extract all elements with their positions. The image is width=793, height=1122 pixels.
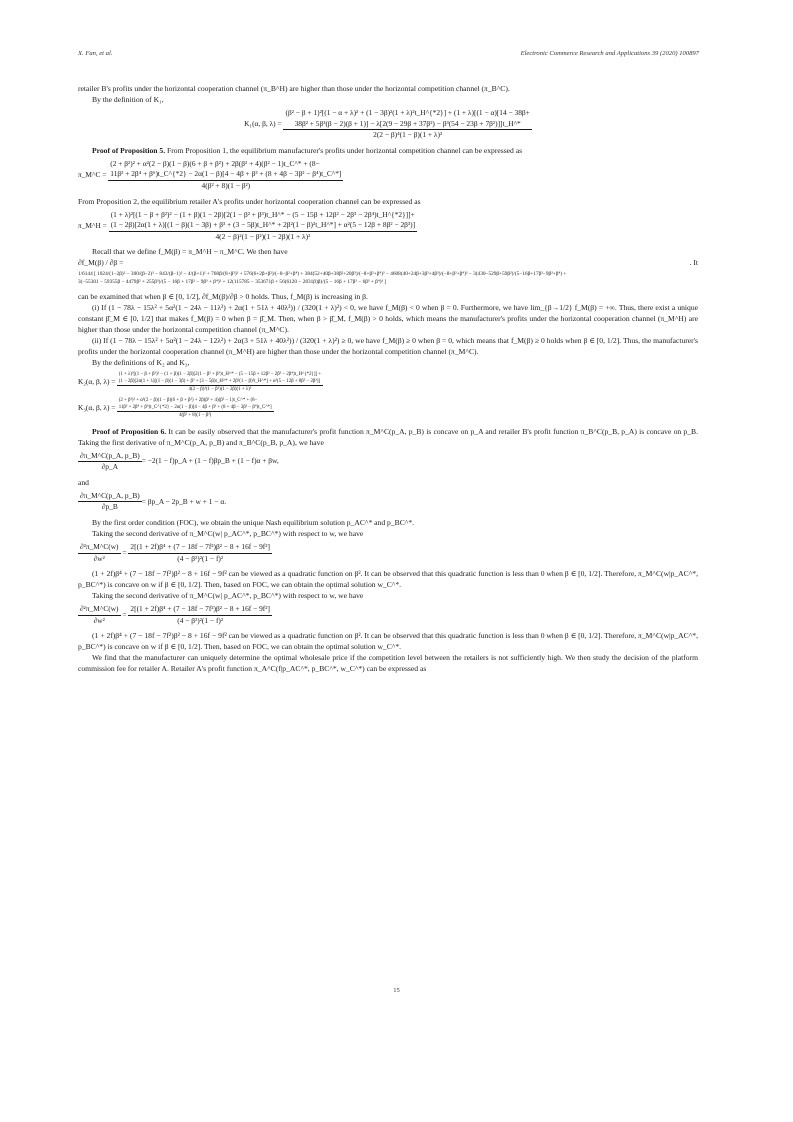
proof-prop5-text: From Proposition 1, the equilibrium manufacturer's profits under horizontal competition channel can be expressed as [165, 145, 523, 155]
equation-k1-lhs: K₁(α, β, λ) = [244, 119, 282, 129]
foc-text: By the first order condition (FOC), we obtain the unique Nash equilibrium solution p_AC^* and p_BC^*. [92, 517, 415, 527]
page-number: 15 [393, 987, 400, 994]
quadratic-text-2: (1 + 2f)β⁴ + (7 − 18f − 7f²)β² − 8 + 16f − 9f² can be viewed as a quadratic function on β². It can be observed that this quadratic function is less than 0 when β ∈ [0, 1/2]. Therefore, π_M^C(w|p_AC^*, p_BC^*) is concave on w if β ∈ [0, 1/2]. Then, based on FOC, we can obtain the optimal solution w_C^*. [78, 631, 698, 652]
equation-d2-rhs: = βp_A − 2p_B + w + 1 − α. [141, 496, 227, 506]
equation-k2-num-line2: (1 − 2β)[2α(1 + λ)[(1 − β)(1 − 3β) + β³ + (3 − 5β)t_H^* + 2β²(1 − β)²t_H^*] + α²(5 − 12β + 8β² − 2β³)] [118, 378, 321, 384]
equation-s1-lhs-num: ∂²π_M^C(w) [78, 542, 121, 554]
equation-pi-m-h-numerator [109, 210, 417, 232]
equation-k3 [78, 397, 698, 419]
equation-k2-fraction [117, 371, 323, 393]
equation-pi-m-h-num-line1: (1 + λ)²[(1 − β + β²)² − (1 + β)(1 − 2β)[2(1 − β² + β³)t_H^* − (5 − 15β + 12β² − 2β³ − 2β⁴)t_H^{*2}]]+ [110, 209, 415, 219]
derivative-row [78, 257, 698, 268]
quadratic-text-1: (1 + 2f)β⁴ + (7 − 18f − 7f²)β² − 8 + 16f − 9f² can be viewed as a quadratic function on β². It can be observed that this quadratic function is less than 0 when β ∈ [0, 1/2]. Therefore, π_M^C(w|p_AC^*, p_BC^*) is concave on w if β ∈ [0, 1/2]. Then, based on FOC, we can obtain the optimal solution w_C^*. [78, 569, 698, 590]
examined-text: can be examined that when β ∈ [0, 1/2], ∂f_M(β)/∂β > 0 holds. Thus, f_M(β) is increasing in β. [78, 291, 368, 301]
proof-prop5-label: Proof of Proposition 5. [92, 145, 166, 155]
equation-k3-lhs: K₃(α, β, λ) = [78, 403, 116, 413]
equation-d1-lhs [78, 451, 142, 473]
equation-pi-m-c-numerator [108, 159, 343, 181]
equation-k3-denominator: 4(β² + 8)(1 − β²) [179, 412, 212, 418]
equation-pi-m-h-num-line2: (1 − 2β)[2α(1 + λ)[(1 − β)(1 − 3β) + β³ + (3 − 5β)t_H^* + 2β²(1 − β)²t_H^*] + α²(5 − 12β + 8β² − 2β³)] [110, 220, 416, 230]
equation-k1-numerator [283, 108, 531, 130]
proof-prop5-paragraph [78, 145, 698, 156]
equation-d2-denominator: ∂p_B [101, 502, 118, 512]
proof-prop6-text: It can be easily observed that the manufacturer's profit function π_M^C(p_A, p_B) is concave on p_A and retailer B's profit function π_B^C(p_B, p_A) is concave on p_B. Taking the first derivative of π_M^C(p_A, p_B) and π_B^C(p_B, p_A), we have [78, 426, 698, 447]
recall-text: Recall that we define f_M(β) = π_M^H − π_M^C. We then have [92, 247, 288, 257]
equation-d2-lhs [78, 491, 142, 513]
second-derivative-text-1: Taking the second derivative of π_M^C(w| p_AC^*, p_BC^*) with respect to w, we have [92, 528, 364, 538]
equation-k1-fraction [283, 108, 531, 141]
equation-s1-rhs [128, 542, 272, 564]
equation-pi-m-h-lhs: π_M^H = [78, 220, 107, 230]
equation-s2-equals: = [122, 609, 127, 619]
running-header-journal: Electronic Commerce Research and Applications 39 (2020) 100897 [520, 50, 699, 57]
equation-k1-denominator: 2(2 − β)⁴(1 − β)(1 + λ)² [373, 130, 443, 140]
main-text [78, 83, 698, 674]
and-text: and [78, 477, 89, 487]
equation-pi-m-c-num-line1: (2 + β²)² + α²(2 − β)(1 − β)(6 + β + β²) + 2β(β² + 4)(β² − 1)t_C^* + (8− [110, 158, 320, 168]
equation-second-derivative-1 [78, 542, 698, 564]
equation-k1-num-line2: 38β² + 5β³(β − 2)(β + 1)] − λ[2(9 − 29β + 37β²) − β³(54 − 23β + 7β²)]]t_H^* [294, 118, 521, 128]
equation-d1-denominator: ∂p_A [101, 462, 119, 472]
equation-pi-m-c-lhs: π_M^C = [78, 169, 107, 179]
equation-k2-lhs: K₂(α, β, λ) = [78, 377, 116, 387]
equation-long-line2: 3(−55301 − 59355β − 4479β² + 255β³)/(5 − 16β + 17β² − 9β³ + β⁴)² + 12(115785 − 353671β + 56(6120 − 2831β)β)/(5 − 16β + 17β² − 6β³ + β⁴)³ ] [78, 278, 387, 285]
equation-s1-rhs-den: (4 − β²)²(1 − f)² [177, 553, 224, 563]
equation-first-derivative-a [78, 451, 698, 473]
equation-s1-equals: = [122, 547, 127, 557]
equation-pi-m-h-denominator: 4(2 − β)²(1 − β²)(1 − 2β)(1 + λ)² [215, 231, 311, 241]
equation-k3-numerator [117, 397, 274, 412]
equation-k2 [78, 371, 698, 393]
equation-s1-rhs-num: 2[(1 + 2f)β⁴ + (7 − 18f − 7f²)β² − 8 + 16f − 9f²] [128, 542, 272, 554]
equation-k1 [78, 108, 698, 141]
second-derivative-text-2: Taking the second derivative of π_M^C(w| p_AC^*, p_BC^*) with respect to w, we have [92, 591, 364, 601]
equation-s2-rhs-num: 2[(1 + 2f)β⁴ + (7 − 18f − 7f²)β² − 8 + 16f − 9f²] [128, 604, 272, 616]
equation-pi-m-c-fraction [108, 159, 343, 192]
equation-pi-m-c [78, 159, 698, 192]
derivative-it: . It [689, 258, 698, 268]
equation-long-derivative [78, 271, 698, 286]
equation-k2-numerator [117, 371, 323, 386]
derivative-lhs: ∂f_M(β) / ∂β = [78, 258, 124, 268]
equation-pi-m-c-num-line2: 11β² + 2β⁴ + β⁶)t_C^{*2} − 2α(1 − β)[4 − 4β + β³ + (8 + 4β − 3β² − β⁴)t_C^*] [110, 169, 342, 179]
equation-s2-rhs-den: (4 − β²)²(1 − f)² [177, 615, 224, 625]
equation-first-derivative-b [78, 491, 698, 513]
case-ii-text: (ii) If (1 − 78λ − 15λ² + 5α²(1 − 24λ − 12λ²) + 2α(3 + 51λ + 40λ²)) / (320(1 + λ)²) ≥ 0, we have f_M(β) ≥ 0 when β = 0, which means that f_M(β) ≥ 0 holds when β ∈ [0, 1/2]. Thus, the manufacturer's profits under the horizontal cooperation channel (π_M^H) are higher than those under the horizontal competition channel (π_M^C). [78, 335, 698, 356]
equation-s2-lhs-den: ∂w² [93, 615, 105, 625]
equation-s1-lhs-den: ∂w² [93, 553, 105, 563]
equation-second-derivative-2 [78, 604, 698, 626]
equation-d1-numerator: ∂π_M^C(p_A, p_B) [78, 451, 142, 463]
equation-d2-numerator: ∂π_M^C(p_A, p_B) [78, 491, 142, 503]
equation-s2-lhs-num: ∂²π_M^C(w) [78, 604, 121, 616]
equation-pi-m-c-denominator: 4(β² + 8)(1 − β²) [201, 180, 251, 190]
equation-d1-rhs: = −2(1 − f)p_A + (1 − f)βp_B + (1 − f)α + βw, [141, 456, 279, 466]
intro-paragraph: retailer B's profits under the horizontal cooperation channel (π_B^H) are higher than those under the horizontal competition channel (π_B^C). [78, 84, 510, 93]
case-i-text: (i) If (1 − 78λ − 15λ² + 5α²(1 − 24λ − 11λ²) + 2α(1 + 51λ + 40λ²)) / (320(1 + λ)²) < 0, we have f_M(β) < 0 when β = 0. Furthermore, we have lim_{β→1/2} f_M(β) = +∞. Thus, there exist a unique constant β̂_M ∈ [0, 1/2] that makes f_M(β) = 0 when β = β̂_M. Then, when β > β̂_M, f_M(β) > 0 holds, which means the manufacturer's profits under the horizontal cooperation channel (π_M^H) are higher than those under the horizontal competition channel (π_M^C). [78, 302, 698, 334]
prop2-text: From Proposition 2, the equilibrium retailer A's profits under horizontal cooperation channel can be expressed as [78, 196, 421, 206]
proof-prop6-paragraph [78, 426, 698, 448]
equation-k3-fraction [117, 397, 274, 419]
proof-prop6-label: Proof of Proposition 6. [92, 426, 167, 436]
final-paragraph: We find that the manufacturer can uniquely determine the optimal wholesale price if the competition level between the retailers is not sufficiently high. We then study the decision of the platform commission fee for retailer A. Retailer A's profit function π_A^C(f|p_AC^*, p_BC^*, w_C^*) can be expressed as [78, 653, 698, 674]
equation-long-line1: 1/6144 [ 1024/(1−2β)² − 300/(β−2)³ − 843/(β−1)² − 4/(β+1)² + 768β/(8+β²)² + 576(6+2β+β²)/(−8−β²+β⁴) + 384(52+40β+38β²+20β³)/(−8+β²+β⁴)² − 4608(40+24β+3β²+4β³)/(−8+β²+β⁴)³ − 3(430−529β+59β²)/(5−16β+17β²−9β³+β⁴) + [78, 271, 567, 278]
equation-k2-num-line1: (1 + λ)²[(1 − β + β²)² − (1 + β)(1 − 2β)[2(1 − β² + β³)t_H^* − (5 − 15β + 12β² − 2β³ − 2β⁴)t_H^{*2}]] + [118, 371, 322, 377]
equation-pi-m-h-fraction [109, 210, 417, 243]
equation-k3-num-line1: (2 + β²)² + α²(2 − β)(1 − β)(6 + β + β²) + 2β(β² + 4)(β² − 1)t_C^* + (8− [118, 397, 258, 403]
running-header-authors: X. Fan, et al. [78, 50, 113, 57]
equation-s2-lhs [78, 604, 121, 626]
equation-k3-num-line2: 11β² + 2β⁴ + β⁶)t_C^{*2} − 2α(1 − β)[4 − 4β + β³ + (8 + 4β − 3β² − β⁴)t_C^*] [118, 404, 272, 410]
equation-s1-lhs [78, 542, 121, 564]
equation-s2-rhs [128, 604, 272, 626]
equation-pi-m-h [78, 210, 698, 243]
def-k1-text: By the definition of K₁, [92, 95, 164, 104]
equation-k2-denominator: 4(2 − β)²(1 − β²)(1 − 2β)(1 + λ)² [188, 386, 252, 392]
def-k2-k3-text: By the definitions of K₂ and K₃, [92, 357, 190, 367]
equation-k1-num-line1: (β² − β + 1)²[(1 − α + λ)² + (1 − 3β)²(1 + λ)²t_H^{*2}] + (1 + λ)[(1 − α)[14 − 38β+ [285, 108, 530, 117]
